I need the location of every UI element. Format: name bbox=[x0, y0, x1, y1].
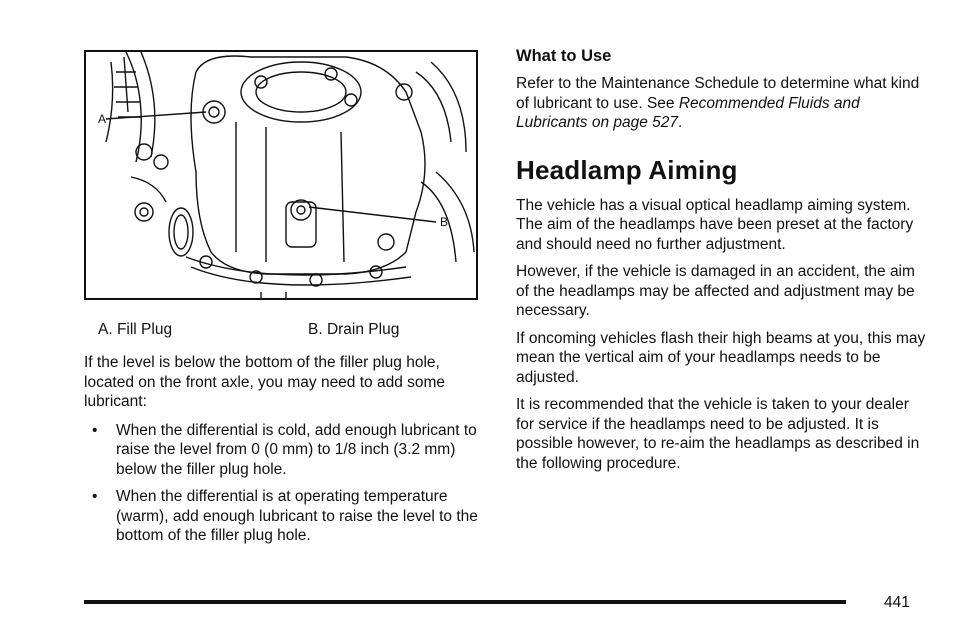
caption-drain-plug: B. Drain Plug bbox=[308, 321, 400, 338]
list-item bbox=[84, 421, 484, 480]
callout-b: B bbox=[440, 215, 449, 229]
bullet-text: When the differential is cold, add enough lubricant to raise the level from 0 (0 mm) to 1/8 inch (3.2 mm) below the filler plug hole. bbox=[116, 421, 477, 478]
footer-rule bbox=[84, 600, 846, 604]
figure-captions bbox=[84, 321, 484, 343]
headlamp-paragraph-4: It is recommended that the vehicle is taken to your dealer for service if the headlamps need to be adjusted. It is possible however, to re-aim the headlamps as described in the following procedure. bbox=[516, 396, 920, 472]
lubricant-intro: If the level is below the bottom of the filler plug hole, located on the front axle, you may need to add some lubricant: bbox=[84, 354, 446, 410]
headlamp-paragraph-2: However, if the vehicle is damaged in an accident, the aim of the headlamps may be affected and adjustment may be necessary. bbox=[516, 263, 915, 319]
differential-drawing bbox=[86, 52, 476, 298]
left-column bbox=[84, 50, 484, 554]
caption-fill-plug: A. Fill Plug bbox=[98, 321, 173, 338]
bullet-icon: • bbox=[92, 421, 98, 439]
bullet-icon: • bbox=[92, 488, 98, 505]
section-heading: Headlamp Aiming bbox=[516, 154, 738, 185]
what-to-use-paragraph bbox=[516, 74, 926, 133]
fluids-reference: Recommended Fluids and Lubricants on page 527 bbox=[516, 94, 860, 131]
bullet-text: When the differential is at operating temperature (warm), add enough lubricant to raise the level to the bottom of the filler plug hole. bbox=[116, 488, 478, 544]
what-to-use-end: . bbox=[678, 114, 683, 131]
headlamp-paragraph-1: The vehicle has a visual optical headlamp aiming system. The aim of the headlamps have been preset at the factory and should need no further adjustment. bbox=[516, 196, 914, 253]
lubricant-bullets bbox=[84, 421, 484, 546]
axle-illustration bbox=[84, 50, 478, 300]
what-to-use-heading: What to Use bbox=[516, 47, 612, 65]
list-item bbox=[84, 487, 484, 546]
page-number: 441 bbox=[884, 594, 910, 611]
right-column bbox=[516, 47, 926, 481]
what-to-use-text: Refer to the Maintenance Schedule to determine what kind of lubricant to use. See bbox=[516, 75, 920, 112]
callout-a: A bbox=[98, 112, 107, 126]
headlamp-paragraph-3: If oncoming vehicles flash their high beams at you, this may mean the vertical aim of your headlamps needs to be adjusted. bbox=[516, 329, 926, 386]
